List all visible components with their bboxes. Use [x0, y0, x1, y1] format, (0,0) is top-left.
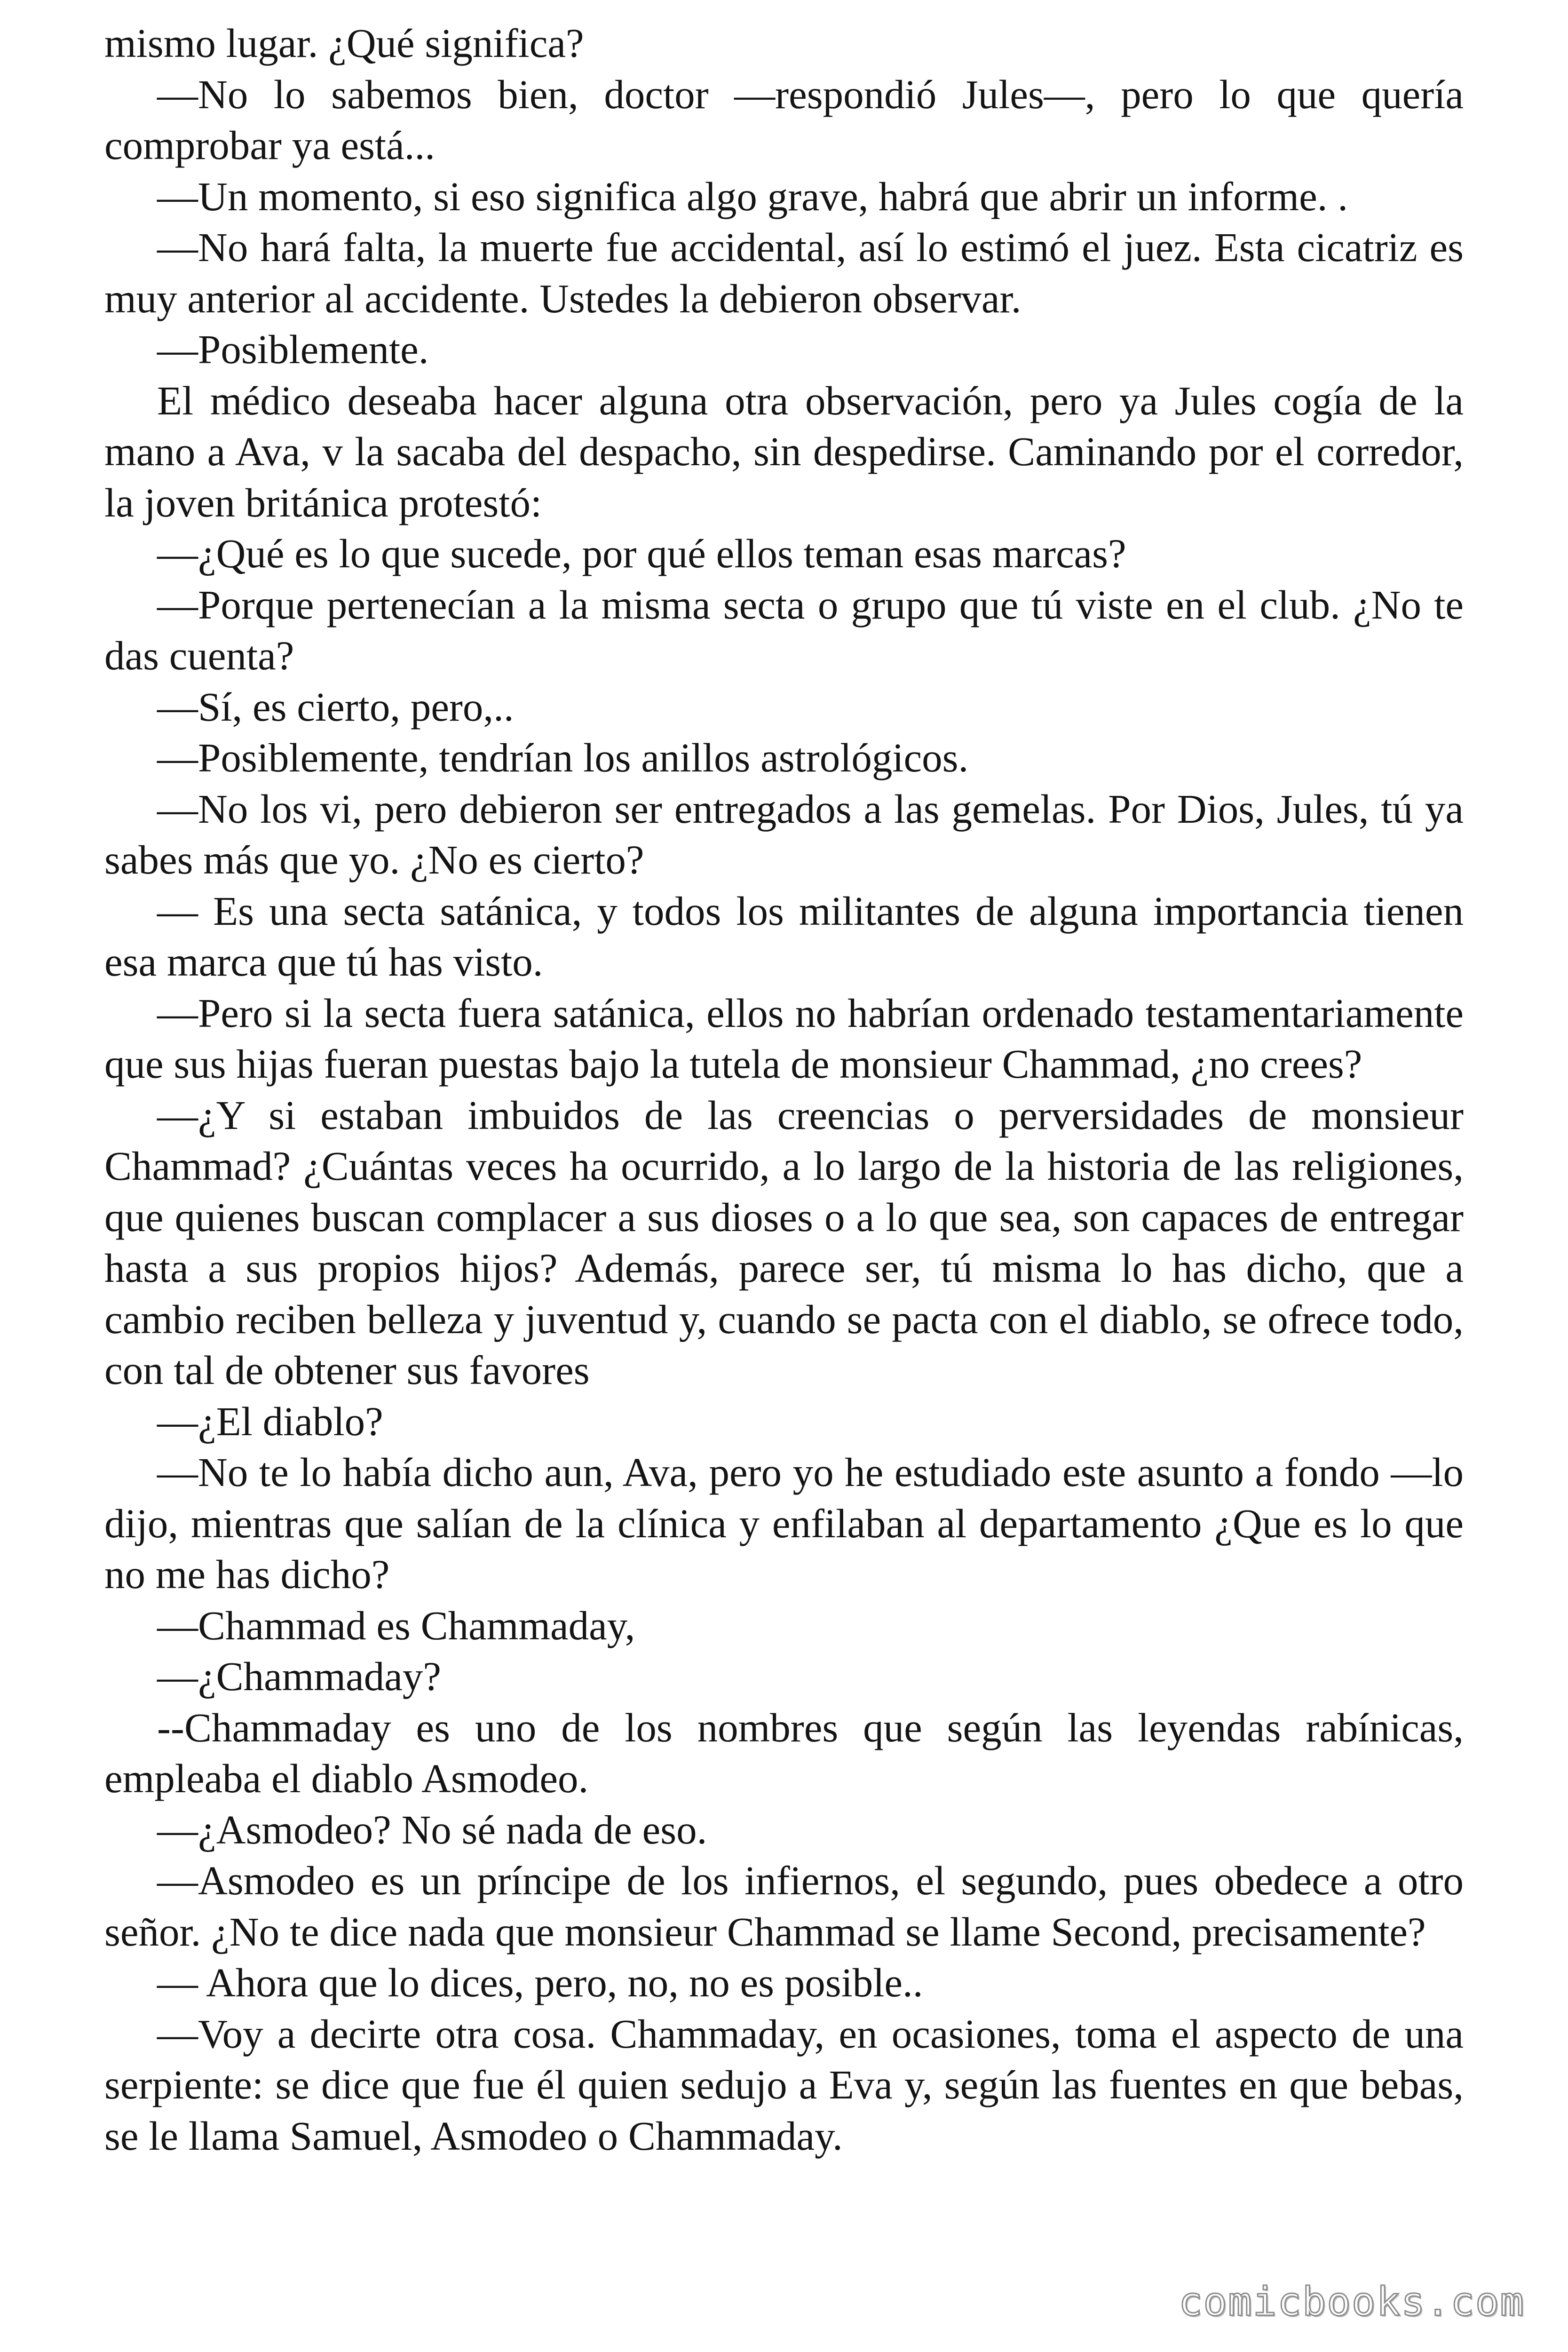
paragraph-dialogue: —¿Chammaday?	[157, 1653, 441, 1699]
paragraph-dialogue: —Sí, es cierto, pero,..	[157, 683, 514, 730]
paragraph-dialogue: —¿Asmodeo? No sé nada de eso.	[157, 1806, 707, 1852]
paragraph-dialogue: --Chammaday es uno de los nombres que según las leyendas rabínicas, empleaba el diablo Asmodeo.	[104, 1704, 1464, 1801]
paragraph-dialogue: —Pero si la secta fuera satánica, ellos no habrían ordenado testamentariamente que sus hijas fueran puestas bajo la tutela de monsieur Chammad, ¿no crees?	[104, 990, 1464, 1087]
paragraph-dialogue: — Ahora que lo dices, pero, no, no es posible..	[157, 1960, 923, 2005]
paragraph-dialogue: —No te lo había dicho aun, Ava, pero yo he estudiado este asunto a fondo —lo dijo, mientras que salían de la clínica y enfilaban al departamento ¿Que es lo que no me has dicho?	[104, 1449, 1464, 1597]
paragraph-dialogue: —¿Qué es lo que sucede, por qué ellos teman esas marcas?	[157, 531, 1126, 576]
paragraph-dialogue: —Un momento, si eso significa algo grave, habrá que abrir un informe. .	[157, 173, 1348, 219]
paragraph-continuation: mismo lugar. ¿Qué significa?	[104, 20, 584, 66]
paragraph-dialogue: —No los vi, pero debieron ser entregados a las gemelas. Por Dios, Jules, tú ya sabes más que yo. ¿No es cierto?	[104, 786, 1464, 882]
paragraph-dialogue: —Chammad es Chammaday,	[157, 1602, 635, 1648]
paragraph-dialogue: —¿El diablo?	[157, 1398, 383, 1444]
paragraph-dialogue: —No hará falta, la muerte fue accidental, así lo estimó el juez. Esta cicatriz es muy anterior al accidente. Ustedes la debieron observar.	[104, 224, 1464, 321]
paragraph-dialogue: —¿Y si estaban imbuidos de las creencias o perversidades de monsieur Chammad? ¿Cuántas veces ha ocurrido, a lo largo de la historia de las religiones, que quienes buscan complacer a sus dioses o a lo que sea, son capaces de entregar hasta a sus propios hijos? Además, parece ser, tú misma lo has dicho, que a cambio reciben belleza y juventud y, cuando se pacta con el diablo, se ofrece todo, con tal de obtener sus favores	[104, 1092, 1464, 1393]
paragraph-dialogue: —Porque pertenecían a la misma secta o grupo que tú viste en el club. ¿No te das cuenta?	[104, 581, 1464, 678]
paragraph-dialogue: —Posiblemente, tendrían los anillos astrológicos.	[157, 735, 969, 780]
watermark: comicbooks.com	[1178, 2279, 1525, 2325]
paragraph-dialogue: —Posiblemente.	[157, 326, 429, 372]
paragraph-narration: El médico deseaba hacer alguna otra observación, pero ya Jules cogía de la mano a Ava, v la sacaba del despacho, sin despedirse. Caminando por el corredor, la joven británica protestó:	[104, 377, 1464, 525]
paragraph-dialogue: —Voy a decirte otra cosa. Chammaday, en ocasiones, toma el aspecto de una serpiente: se dice que fue él quien sedujo a Eva y, según las fuentes en que bebas, se le llama Samuel, Asmodeo o Chammaday.	[104, 2010, 1464, 2159]
paragraph-dialogue: —Asmodeo es un príncipe de los infiernos, el segundo, pues obedece a otro señor. ¿No te dice nada que monsieur Chammad se llame Second, precisamente?	[104, 1858, 1464, 1955]
book-page	[104, 18, 1464, 2161]
paragraph-dialogue: —No lo sabemos bien, doctor —respondió Jules—, pero lo que quería comprobar ya está...	[104, 71, 1464, 168]
paragraph-dialogue: — Es una secta satánica, y todos los militantes de alguna importancia tienen esa marca que tú has visto.	[104, 888, 1464, 985]
